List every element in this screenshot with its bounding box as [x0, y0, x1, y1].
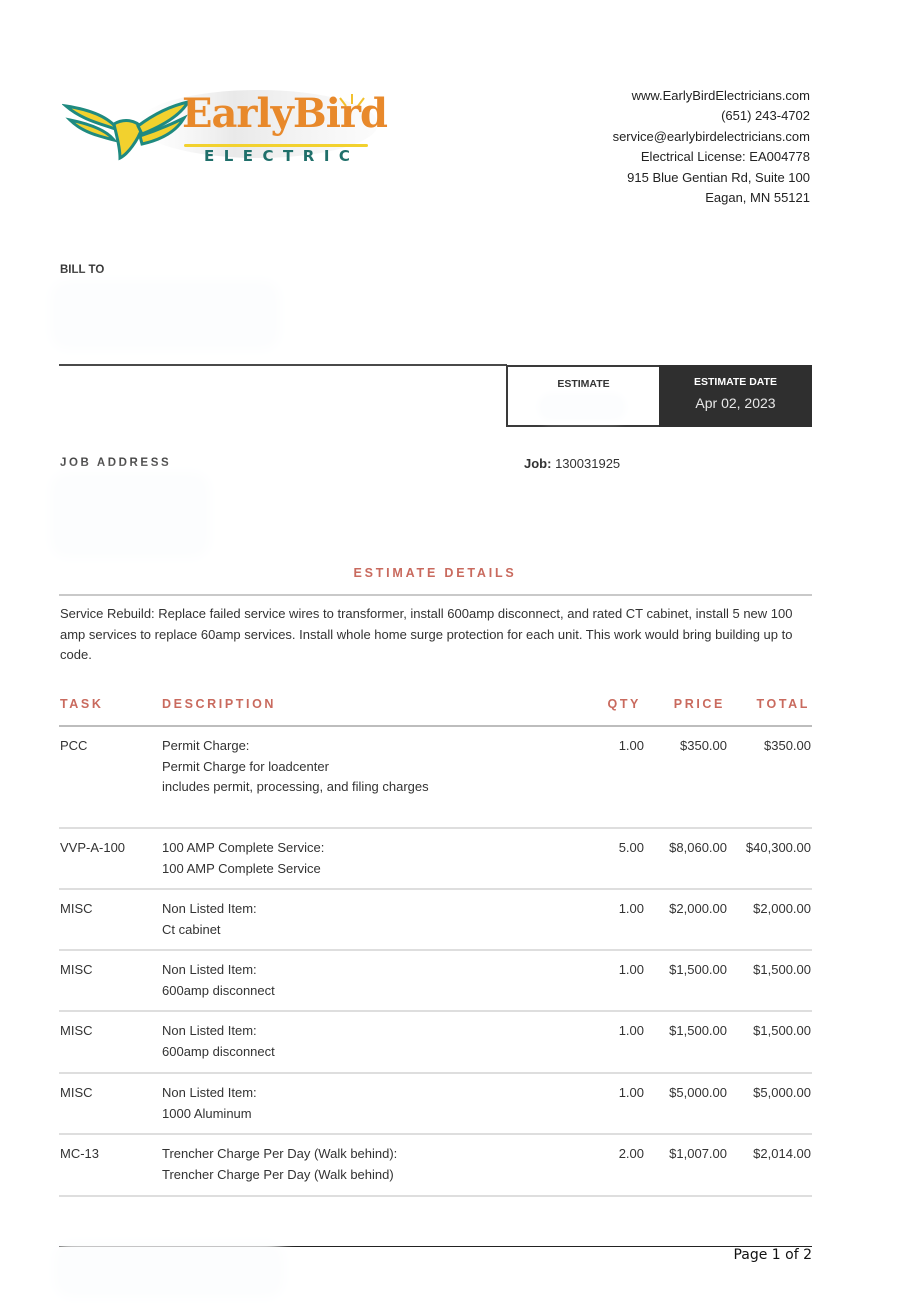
row-description-title: 100 AMP Complete Service:: [162, 840, 325, 855]
estimate-number-redacted: [544, 399, 620, 415]
column-header-price: PRICE: [673, 697, 725, 711]
estimate-label: ESTIMATE: [557, 378, 610, 390]
company-contact: [613, 86, 810, 208]
company-website: www.EarlyBirdElectricians.com: [631, 88, 810, 103]
table-row: [59, 727, 812, 829]
row-description-line: 600amp disconnect: [162, 982, 275, 998]
row-total: $40,300.00: [745, 840, 811, 855]
page-number: Page 1 of 2: [733, 1247, 812, 1263]
row-qty: 1.00: [618, 962, 644, 977]
row-task: PCC: [60, 738, 88, 753]
estimate-date-box: [659, 365, 812, 427]
logo-brand-top: EarlyBird: [182, 90, 387, 137]
row-description: [162, 899, 257, 940]
row-price: $1,500.00: [669, 962, 727, 977]
company-logo: [62, 84, 387, 174]
row-qty: 1.00: [618, 1085, 644, 1100]
footer-redacted: [64, 1252, 274, 1288]
row-description-title: Permit Charge:: [162, 738, 250, 753]
logo-brand-bottom: ELECTRIC: [204, 147, 360, 165]
estimate-date-label: ESTIMATE DATE: [693, 376, 778, 388]
row-description-line: 600amp disconnect: [162, 1043, 275, 1059]
row-total: $2,014.00: [753, 1146, 811, 1161]
row-description-line: Ct cabinet: [162, 921, 221, 937]
job-number-value: 130031925: [555, 456, 621, 471]
estimate-box: [506, 365, 659, 427]
details-rule: [59, 594, 812, 596]
row-qty: 1.00: [618, 1023, 644, 1038]
row-description: [162, 1021, 275, 1062]
row-description: [162, 838, 324, 879]
row-qty: 1.00: [618, 901, 644, 916]
estimate-summary: Service Rebuild: Replace failed service wires to transformer, install 600amp disconnect, and rated CT cabinet, install 5 new 100 amp services to replace 60amp services. Install whole home surge protection for each unit. This work would bring building up to code.: [60, 606, 793, 662]
bill-to-label: BILL TO: [60, 264, 105, 276]
company-phone: (651) 243-4702: [721, 108, 810, 124]
table-row: [59, 1012, 812, 1074]
row-description-line: 100 AMP Complete Service: [162, 860, 321, 876]
company-address-line2: Eagan, MN 55121: [705, 190, 810, 206]
table-row: [59, 951, 812, 1012]
row-task: MC-13: [60, 1146, 100, 1161]
company-license: Electrical License: EA004778: [640, 149, 810, 165]
column-header-task: TASK: [60, 697, 104, 711]
row-description-title: Trencher Charge Per Day (Walk behind):: [162, 1146, 398, 1161]
row-task: MISC: [60, 1085, 93, 1100]
bill-to-redacted: [60, 290, 270, 340]
column-header-total: TOTAL: [756, 697, 810, 711]
row-price: $2,000.00: [669, 901, 727, 916]
column-header-description: DESCRIPTION: [162, 697, 277, 711]
logo-underline: [184, 144, 368, 147]
estimate-details-title: ESTIMATE DETAILS: [353, 566, 517, 580]
job-number: [524, 456, 620, 471]
company-email: service@earlybirdelectricians.com: [612, 128, 810, 144]
row-task: MISC: [60, 1023, 93, 1038]
row-qty: 1.00: [618, 738, 644, 753]
row-description-title: Non Listed Item:: [162, 901, 257, 916]
row-price: $1,500.00: [669, 1023, 727, 1038]
row-price: $8,060.00: [669, 840, 727, 855]
job-address-label: JOB ADDRESS: [60, 457, 172, 469]
row-price: $1,007.00: [669, 1146, 727, 1161]
column-header-qty: QTY: [607, 697, 641, 711]
company-address-line1: 915 Blue Gentian Rd, Suite 100: [627, 169, 810, 185]
footer-rule: [59, 1246, 812, 1247]
row-description: [162, 736, 429, 798]
row-qty: 5.00: [618, 840, 644, 855]
estimate-date-value: Apr 02, 2023: [695, 395, 776, 411]
row-description-line: 1000 Aluminum: [162, 1105, 252, 1121]
row-total: $2,000.00: [753, 901, 811, 916]
row-total: $350.00: [764, 738, 811, 753]
row-price: $5,000.00: [669, 1085, 727, 1100]
job-address-redacted: [60, 482, 200, 548]
row-qty: 2.00: [618, 1146, 644, 1161]
row-description-line: includes permit, processing, and filing charges: [162, 779, 429, 794]
table-row: [59, 829, 812, 890]
row-task: VVP-A-100: [60, 840, 126, 855]
row-total: $1,500.00: [753, 1023, 811, 1038]
row-description-title: Non Listed Item:: [162, 1085, 257, 1100]
row-description: [162, 1144, 397, 1185]
row-task: MISC: [60, 962, 93, 977]
row-description-title: Non Listed Item:: [162, 1023, 257, 1038]
job-label: Job:: [524, 456, 552, 471]
table-row: [59, 1074, 812, 1135]
row-description-line: Trencher Charge Per Day (Walk behind): [162, 1166, 394, 1182]
header-rule: [59, 364, 507, 366]
row-description-line: Permit Charge for loadcenter: [162, 758, 329, 774]
row-total: $5,000.00: [753, 1085, 811, 1100]
row-description: [162, 1083, 257, 1124]
row-description-title: Non Listed Item:: [162, 962, 257, 977]
row-description: [162, 960, 275, 1001]
row-total: $1,500.00: [753, 962, 811, 977]
row-price: $350.00: [680, 738, 727, 753]
table-row: [59, 1135, 812, 1197]
row-task: MISC: [60, 901, 93, 916]
table-row: [59, 890, 812, 951]
